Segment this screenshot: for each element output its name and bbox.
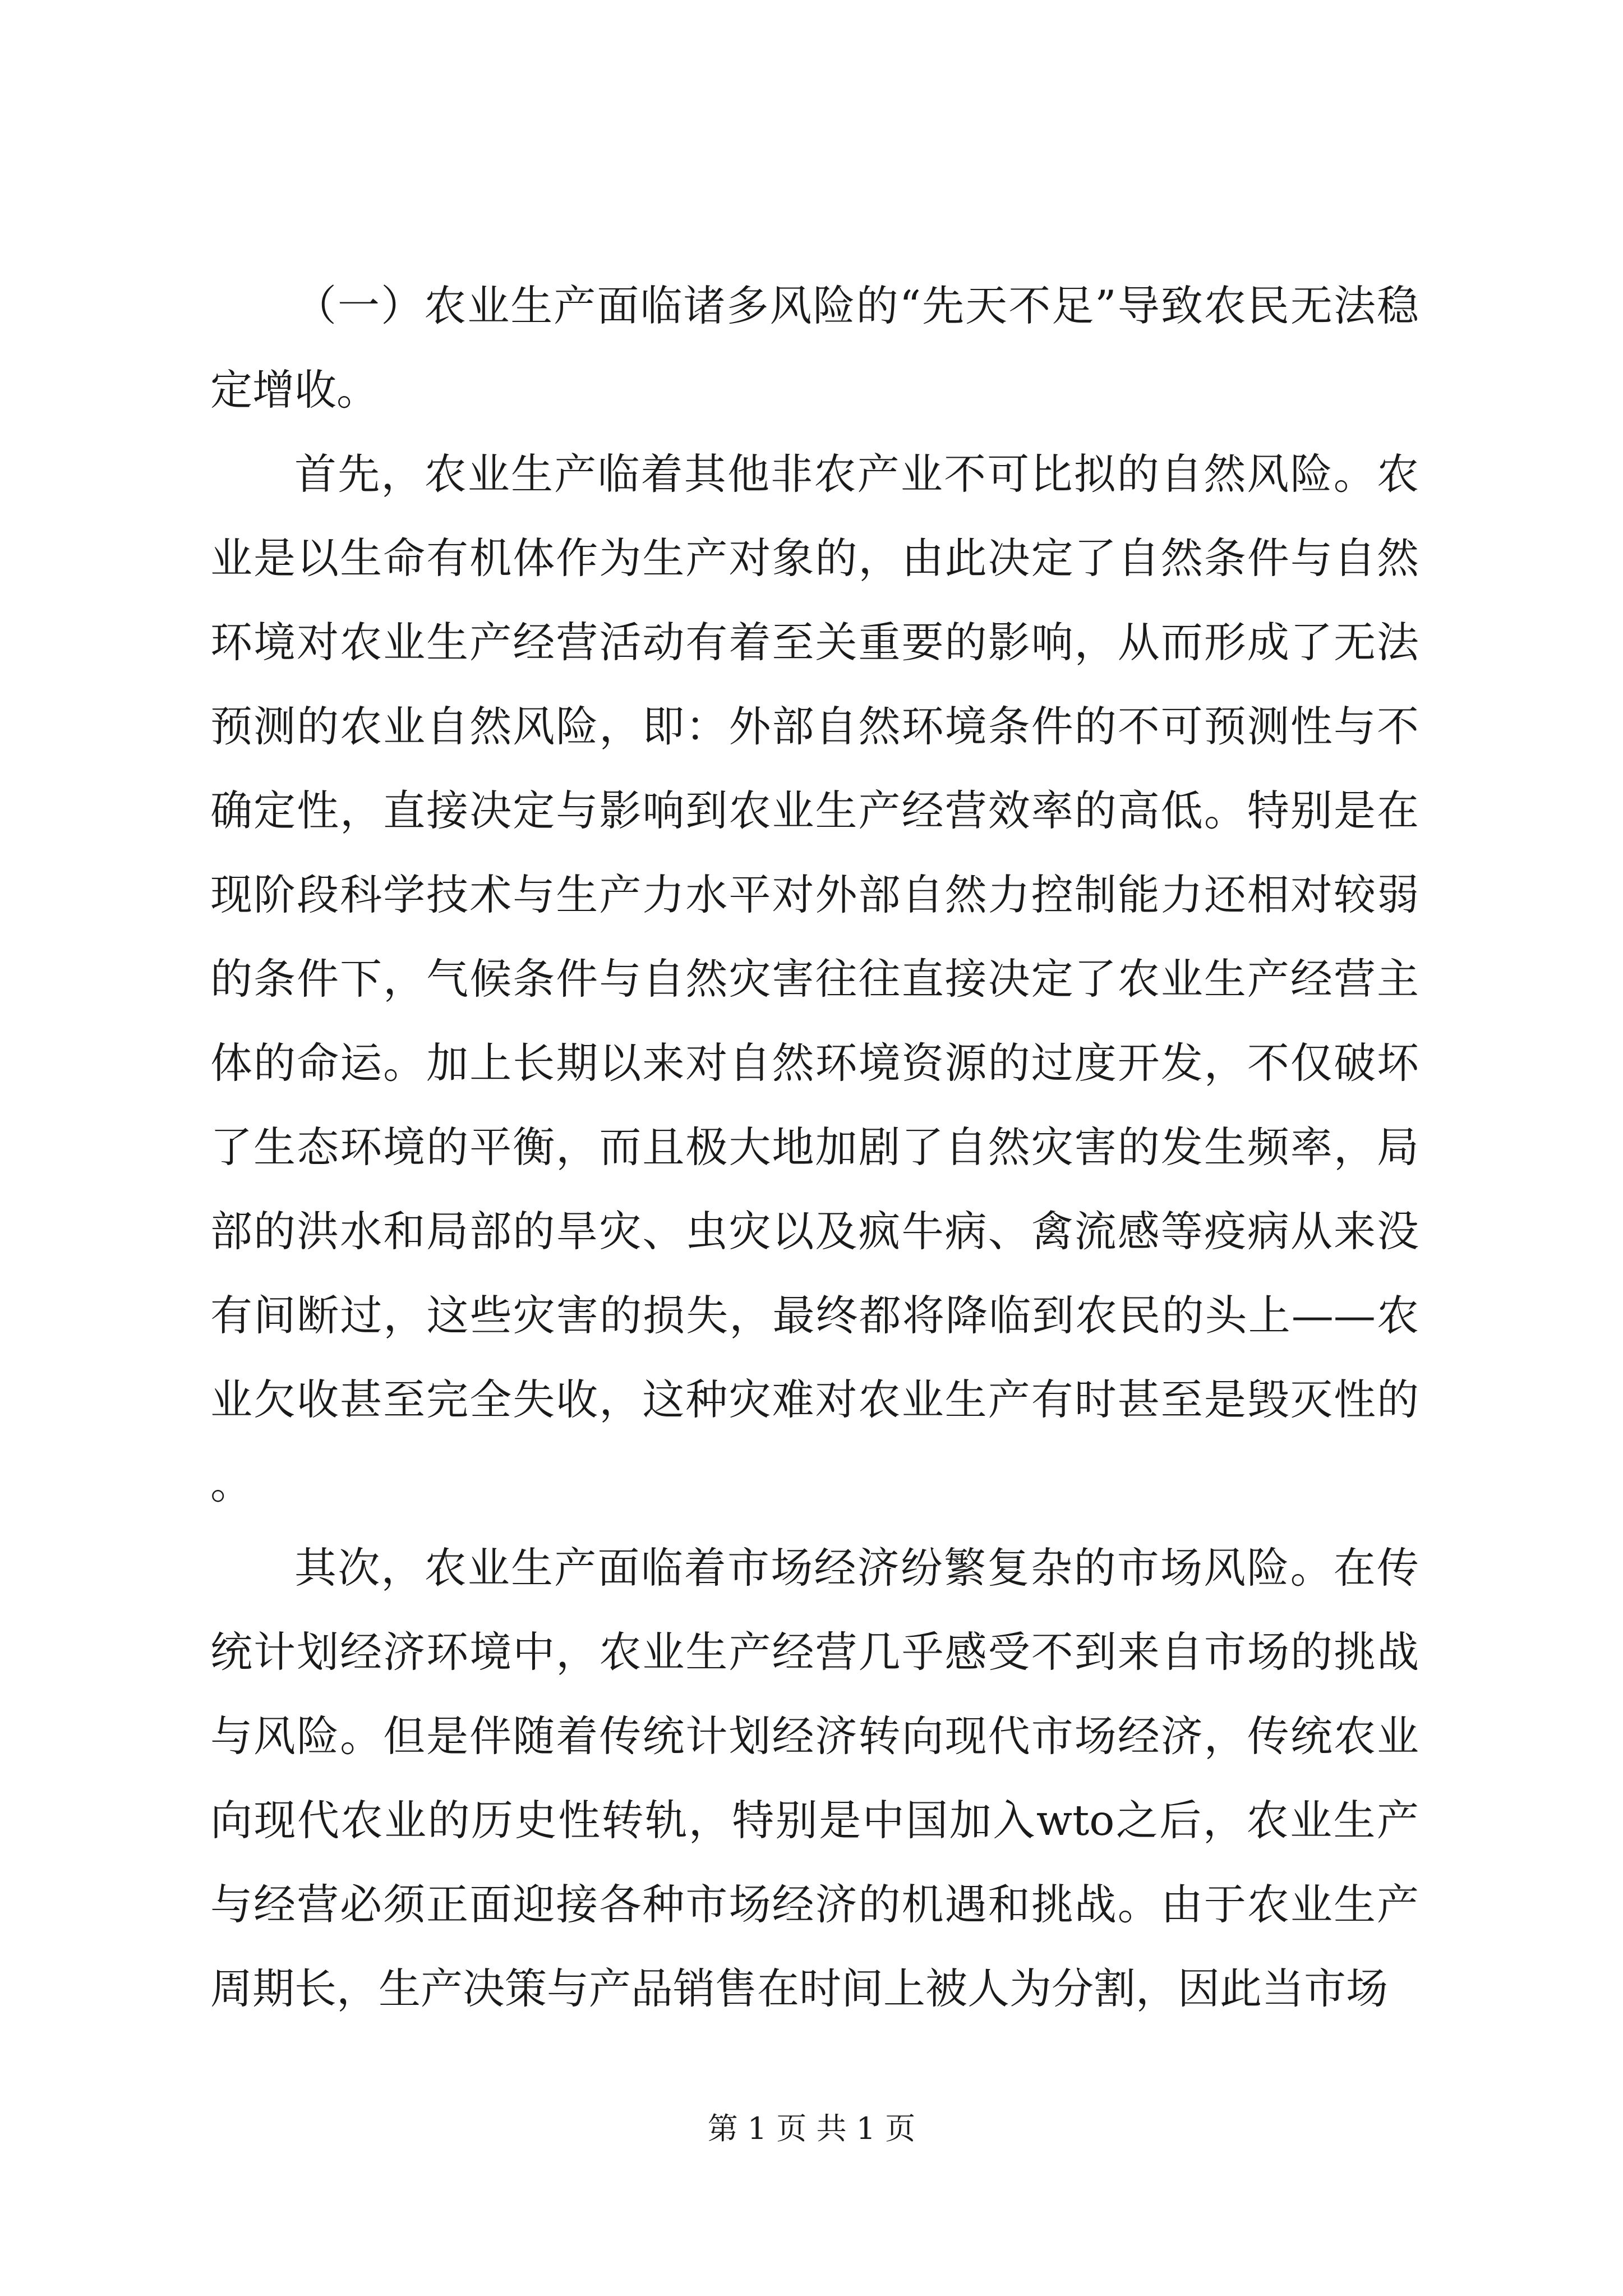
- paragraph-market-risk: 其次，农业生产面临着市场经济纷繁复杂的市场风险。在传统计划经济环境中，农业生产经营几乎感受不到来自市场的挑战与风险。但是伴随着传统计划经济转向现代市场经济，传统农业向现代农业的历史性转轨，特别是中国加入wto之后，农业生产与经营必须正面迎接各种市场经济的机遇和挑战。由于农业生产周期长，生产决策与产品销售在时间上被人为分割，因此当市场: [210, 1543, 1419, 2013]
- page-number-footer: 第 1 页 共 1 页: [707, 2111, 916, 2146]
- paragraph-natural-risk: 首先，农业生产临着其他非农产业不可比拟的自然风险。农业是以生命有机体作为生产对象的，由此决定了自然条件与自然环境对农业生产经营活动有着至关重要的影响，从而形成了无法预测的农业自然风险，即：外部自然环境条件的不可预测性与不确定性，直接决定与影响到农业生产经营效率的高低。特别是在现阶段科学技术与生产力水平对外部自然力控制能力还相对较弱的条件下，气候条件与自然灾害往往直接决定了农业生产经营主体的命运。加上长期以来对自然环境资源的过度开发，不仅破坏了生态环境的平衡，而且极大地加剧了自然灾害的发生频率，局部的洪水和局部的旱灾、虫灾以及疯牛病、禽流感等疫病从来没有间断过，这些灾害的损失，最终都将降临到农民的头上——农业欠收甚至完全失收，这种灾难对农业生产有时甚至是毁灭性的。: [210, 449, 1419, 1508]
- paragraph-heading: （一）农业生产面临诸多风险的“先天不足”导致农民无法稳定增收。: [210, 281, 1419, 415]
- document-body: [210, 264, 1419, 2031]
